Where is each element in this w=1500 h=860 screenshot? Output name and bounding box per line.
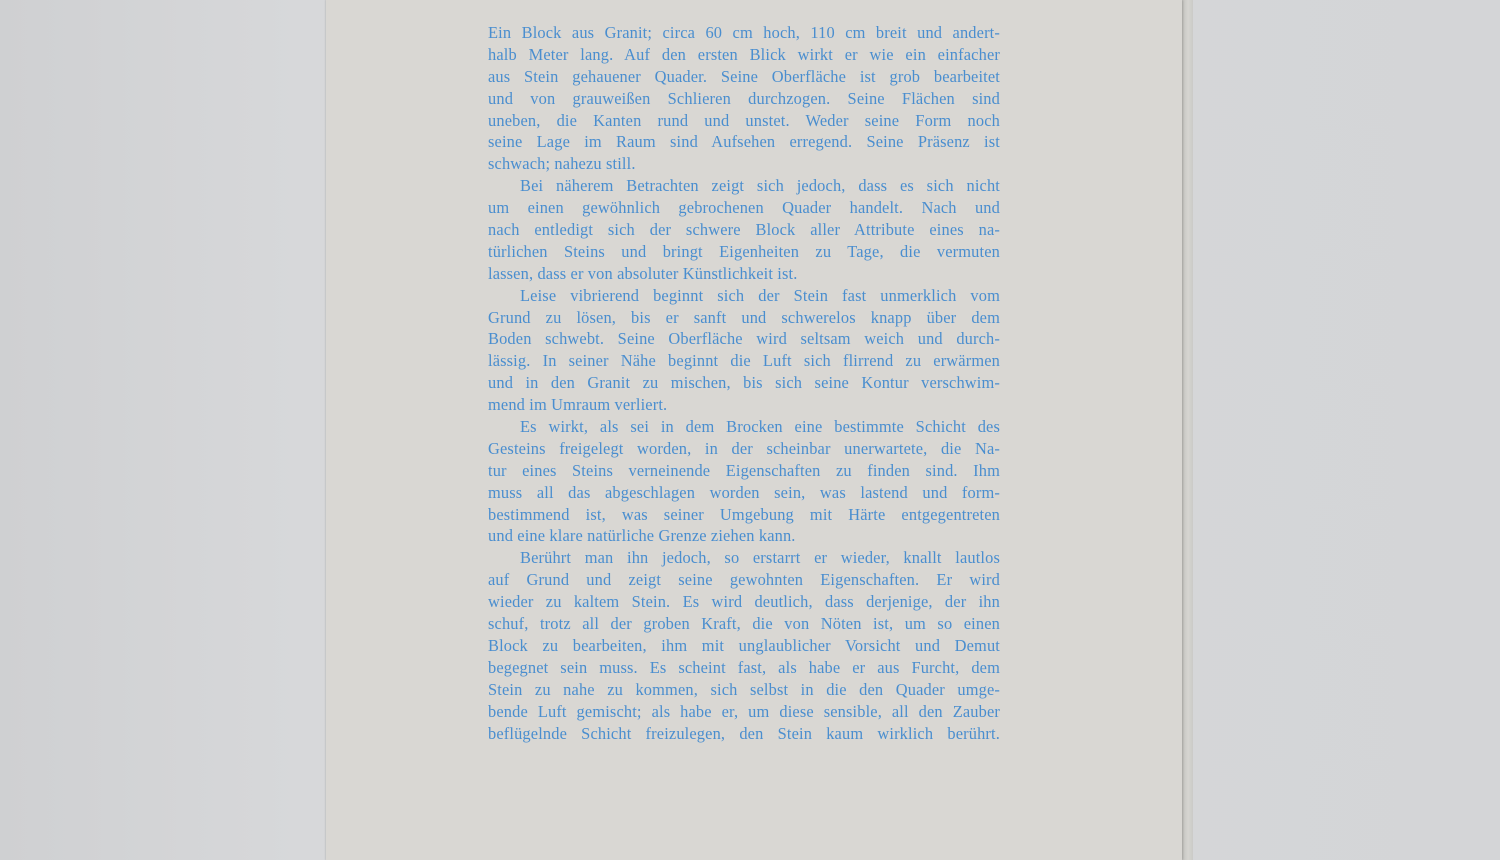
text-line: halb Meter lang. Auf den ersten Blick wirkt er wie ein einfacher [488,44,1000,64]
text-line: auf Grund und zeigt seine gewohnten Eigenschaften. Er wird [488,570,1000,590]
text-line: aus Stein gehauener Quader. Seine Oberfläche ist grob bearbeitet [488,66,1000,86]
paragraph-2 [488,175,1000,284]
text-line: Bei näherem Betrachten zeigt sich jedoch, dass es sich nicht [520,176,1000,196]
text-line: muss all das abgeschlagen worden sein, was lastend und form- [488,482,1000,502]
text-line: Stein zu nahe zu kommen, sich selbst in die den Quader umge- [488,679,1000,699]
paragraph-3 [488,285,1000,416]
text-line: schuf, trotz all der groben Kraft, die von Nöten ist, um so einen [488,614,1000,634]
text-line: Ein Block aus Granit; circa 60 cm hoch, 110 cm breit und andert- [488,23,1000,42]
text-line: mend im Umraum verliert. [488,395,668,415]
text-line: begegnet sein muss. Es scheint fast, als habe er aus Furcht, dem [488,657,1000,677]
text-line: Boden schwebt. Seine Oberfläche wird seltsam weich und durch- [488,329,1000,349]
paragraph-4 [488,416,1000,547]
text-line: türlichen Steins und bringt Eigenheiten zu Tage, die vermuten [488,241,1000,261]
text-line: um einen gewöhnlich gebrochenen Quader handelt. Nach und [488,198,1000,218]
text-line: uneben, die Kanten rund und unstet. Weder seine Form noch [488,110,1000,130]
text-line: schwach; nahezu still. [488,154,636,174]
text-line: Grund zu lösen, bis er sanft und schwerelos knapp über dem [488,307,1000,327]
text-line: Leise vibrierend beginnt sich der Stein fast unmerklich vom [520,285,1000,305]
text-line: und in den Granit zu mischen, bis sich seine Kontur verschwim- [488,373,1000,393]
text-line: Block zu bearbeiten, ihm mit unglaublicher Vorsicht und Demut [488,635,1000,655]
body-text [488,22,1000,744]
text-line: beflügelnde Schicht freizulegen, den Stein kaum wirklich berührt. [488,723,1000,743]
text-line: Es wirkt, als sei in dem Brocken eine bestimmte Schicht des [520,417,1000,437]
text-line: bestimmend ist, was seiner Umgebung mit Härte entgegentreten [488,504,1000,524]
paragraph-1 [488,22,1000,175]
text-line: und eine klare natürliche Grenze ziehen kann. [488,526,796,546]
text-line: wieder zu kaltem Stein. Es wird deutlich, dass derjenige, der ihn [488,592,1000,612]
paper-sheet [326,0,1182,860]
text-line: Berührt man ihn jedoch, so erstarrt er wieder, knallt lautlos [520,548,1000,568]
text-line: und von grauweißen Schlieren durchzogen. Seine Flächen sind [488,88,1000,108]
text-line: seine Lage im Raum sind Aufsehen erregend. Seine Präsenz ist [488,132,1000,152]
paragraph-5 [488,547,1000,744]
text-line: tur eines Steins verneinende Eigenschaften zu finden sind. Ihm [488,460,1000,480]
text-line: nach entledigt sich der schwere Block aller Attribute eines na- [488,220,1000,240]
text-line: lässig. In seiner Nähe beginnt die Luft sich flirrend zu erwärmen [488,351,1000,371]
text-line: bende Luft gemischt; als habe er, um diese sensible, all den Zauber [488,701,1000,721]
text-line: Gesteins freigelegt worden, in der scheinbar unerwartete, die Na- [488,438,1000,458]
text-line: lassen, dass er von absoluter Künstlichkeit ist. [488,263,798,283]
